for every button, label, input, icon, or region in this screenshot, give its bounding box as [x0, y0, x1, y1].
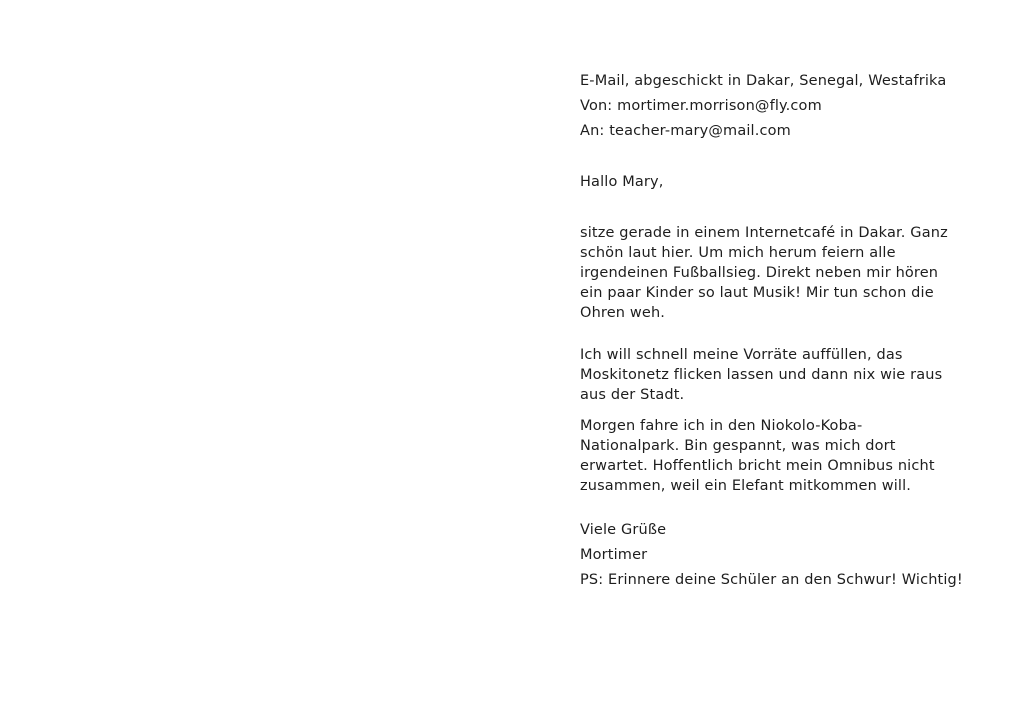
email-closing: Viele Grüße — [580, 522, 667, 538]
email-paragraph: sitze gerade in einem Internetcafé in Dakar. Ganz schön laut hier. Um mich herum feiern alle irgendeinen Fußballsieg. Direkt neben mir hören ein paar Kinder so laut Musik! Mir tun schon die Ohren weh. — [580, 225, 948, 321]
email-greeting: Hallo Mary, — [580, 174, 664, 190]
email-letter — [580, 70, 963, 594]
email-paragraph: Morgen fahre ich in den Niokolo-Koba-Nationalpark. Bin gespannt, was mich dort erwartet. Hoffentlich bricht mein Omnibus nicht zusammen, weil ein Elefant mitkommen will. — [580, 418, 935, 494]
email-from: Von: mortimer.morrison@fly.com — [580, 98, 822, 114]
email-paragraph: Ich will schnell meine Vorräte auffüllen, das Moskitonetz flicken lassen und dann nix wie raus aus der Stadt. — [580, 347, 943, 403]
email-signature: Mortimer — [580, 547, 648, 563]
email-postscript: PS: Erinnere deine Schüler an den Schwur! Wichtig! — [580, 572, 963, 588]
email-sent-from: E-Mail, abgeschickt in Dakar, Senegal, Westafrika — [580, 73, 947, 89]
email-to: An: teacher-mary@mail.com — [580, 123, 791, 139]
